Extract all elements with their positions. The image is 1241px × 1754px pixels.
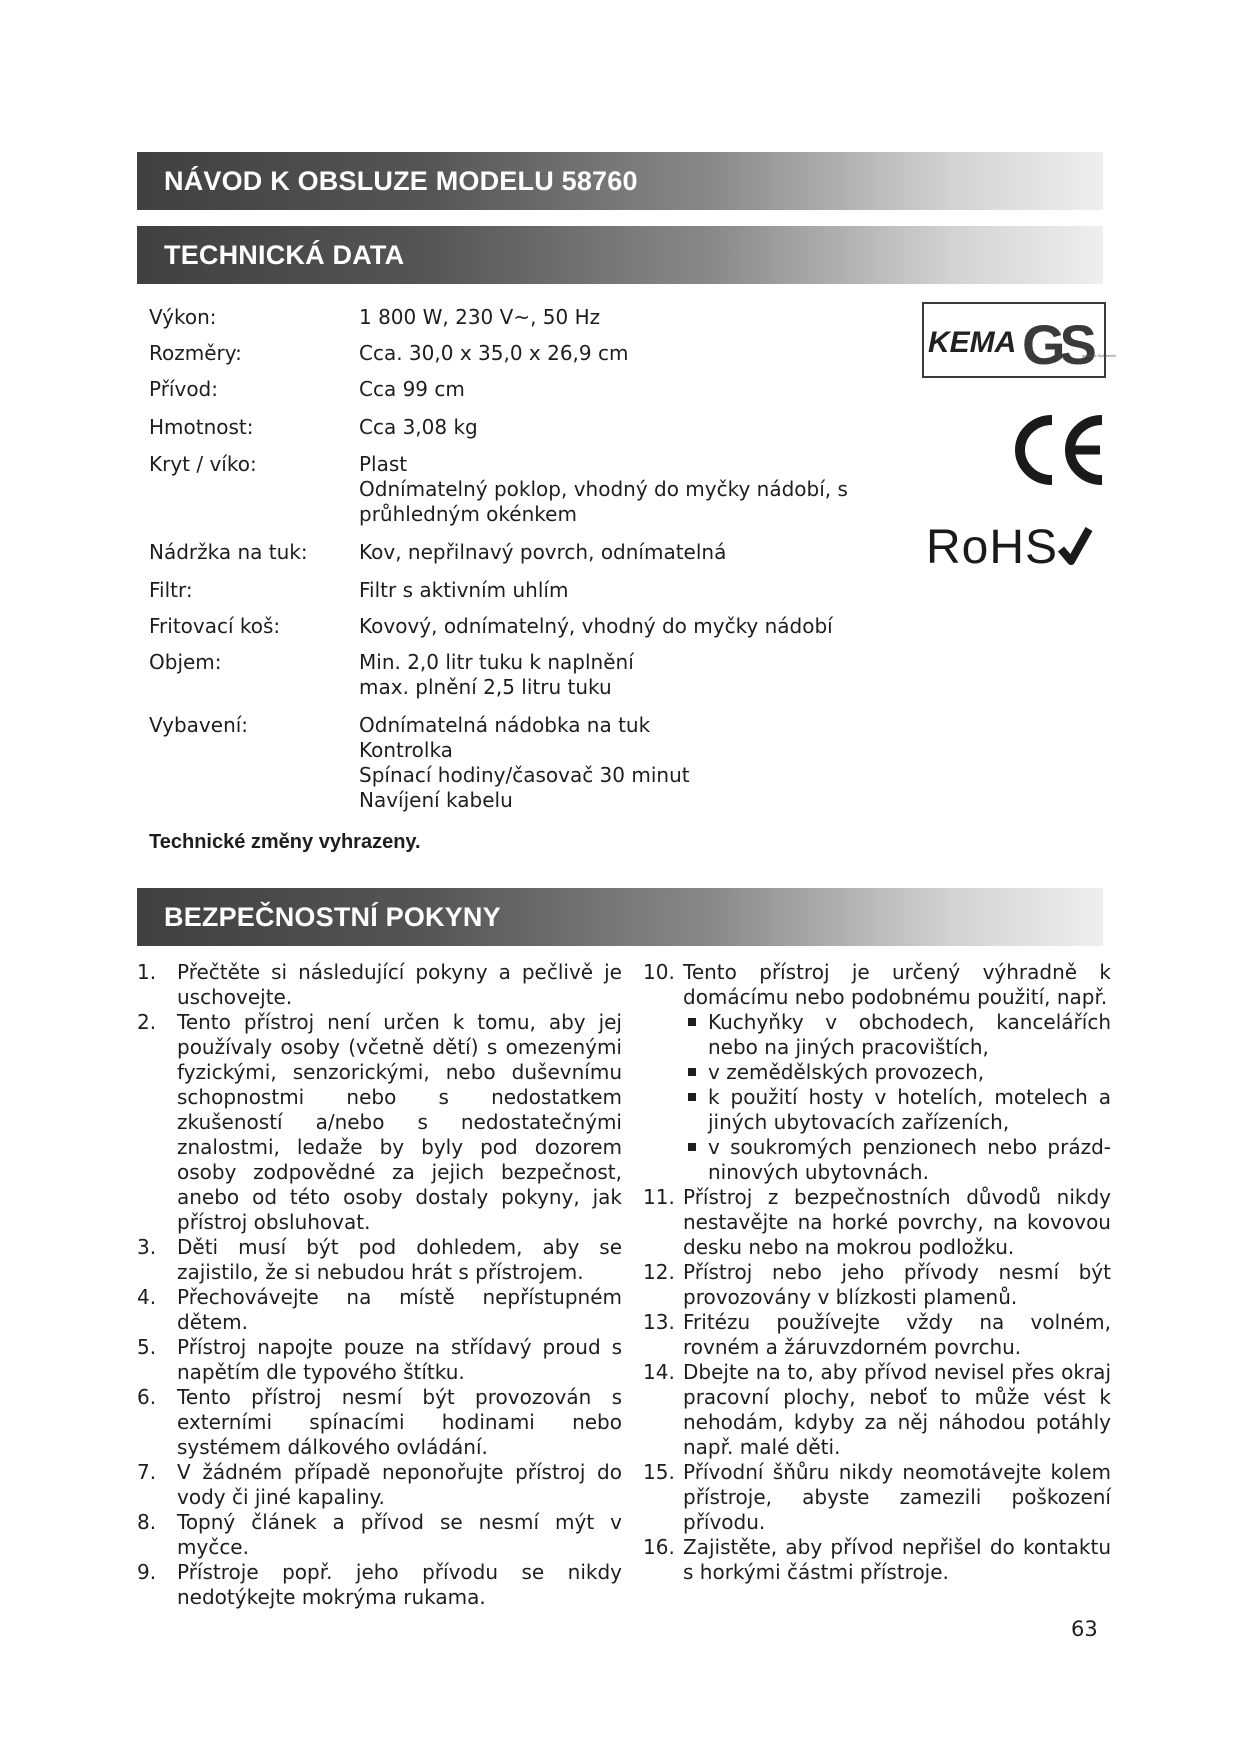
tech-label: Přívod: <box>149 377 218 401</box>
kema-gs-logo-icon <box>922 302 1116 378</box>
ce-mark-icon <box>1008 410 1108 490</box>
kema-text: KEMA <box>928 326 1017 359</box>
list-item: 16. Zajistěte, aby přívod nepřišel do kontaktu s horkými částmi přístroje. <box>643 1535 1111 1584</box>
tech-label: Filtr: <box>149 578 193 602</box>
list-item: 13. Fritézu používejte vždy na volném, rovném a žáruvzdorném povrchu. <box>643 1310 1111 1359</box>
tech-label: Hmotnost: <box>149 415 254 439</box>
list-item: 8. Topný článek a přívod se nesmí mýt v myčce. <box>137 1510 622 1559</box>
safety-header <box>137 888 1103 946</box>
tech-label: Objem: <box>149 650 222 674</box>
sub-item: v soukromých penzionech nebo prázd-ninových ubytovnách. <box>683 1135 1111 1185</box>
tech-label: Výkon: <box>149 305 217 329</box>
check-icon <box>1058 525 1092 567</box>
tech-value: Cca 3,08 kg <box>359 415 478 439</box>
list-item: 3. Děti musí být pod dohledem, aby se zajistilo, že si nebudou hrát s přístrojem. <box>137 1235 622 1284</box>
list-item: 2. Tento přístroj není určen k tomu, aby jej používaly osoby (včetně dětí) s omezenými fyzickými, senzorickými, nebo duševnímu schopnostmi nebo s nedostatkem zkušeností a/nebo s nedostatečnými znalostmi, ledaže by byly pod dozorem osoby zodpovědné za jejich bezpečnost, anebo od této osoby dostaly pokyny, jak přístroj obsluhovat. <box>137 1010 622 1234</box>
tech-changes-note: Technické změny vyhrazeny. <box>149 831 421 853</box>
tech-label: Rozměry: <box>149 341 242 365</box>
tech-label: Nádržka na tuk: <box>149 540 308 564</box>
tech-value: Cca 99 cm <box>359 377 465 401</box>
tech-label: Kryt / víko: <box>149 452 257 476</box>
tech-data-title: TECHNICKÁ DATA <box>164 240 405 270</box>
list-item: 11. Přístroj z bezpečnostních důvodů nikdy nestavějte na horké povrchy, na kovovou desku nebo na mokrou podložku. <box>643 1185 1111 1259</box>
list-item: 14. Dbejte na to, aby přívod nevisel přes okraj pracovní plochy, neboť to může vést k nehodám, kdyby za něj náhodou potáhly např. malé děti. <box>643 1360 1111 1459</box>
list-item: 6. Tento přístroj nesmí být provozován s externími spínacími hodinami nebo systémem dálkového ovládání. <box>137 1385 622 1459</box>
tech-value: Odnímatelná nádobka na tuk Kontrolka Spínací hodiny/časovač 30 minut Navíjení kabelu <box>359 713 690 812</box>
list-item: 9. Přístroje popř. jeho přívodu se nikdy nedotýkejte mokrýma rukama. <box>137 1560 622 1609</box>
bullet-icon <box>688 1018 696 1026</box>
tech-value: Kov, nepřilnavý povrch, odnímatelná <box>359 540 727 564</box>
tech-data-header <box>137 226 1103 284</box>
tech-value: Filtr s aktivním uhlím <box>359 578 569 602</box>
list-item: 10. Tento přístroj je určený výhradně k domácímu nebo podobnému použití, např. Kuchyňky v obchodech, kancelářích nebo na jiných pracovištích, v zemědělských provozech, k použití hosty v hotelích, motelech a jiných ubytovacích zařízeních, v soukromých penzionech nebo prázd-ninových ubytovnách. <box>643 960 1111 1184</box>
list-item: 7. V žádném případě neponořujte přístroj do vody či jiné kapaliny. <box>137 1460 622 1509</box>
list-item: 4. Přechovávejte na místě nepřístupném dětem. <box>137 1285 622 1334</box>
gs-small-text: geprüfte Sicherheit <box>1082 353 1116 358</box>
tech-value: Kovový, odnímatelný, vhodný do myčky nádobí <box>359 614 833 638</box>
ce-text: CE <box>1008 410 1010 411</box>
rohs-text: RoHS <box>926 521 1059 574</box>
safety-list-right <box>643 960 1111 1585</box>
list-item: 12. Přístroj nebo jeho přívody nesmí být provozovány v blízkosti plamenů. <box>643 1260 1111 1309</box>
tech-label: Vybavení: <box>149 713 249 737</box>
tech-label: Fritovací koš: <box>149 614 281 638</box>
list-item: 1. Přečtěte si následující pokyny a pečlivě je uschovejte. <box>137 960 622 1009</box>
safety-title: BEZPEČNOSTNÍ POKYNY <box>164 902 501 932</box>
gs-text: GS <box>1022 313 1091 376</box>
sub-item: Kuchyňky v obchodech, kancelářích nebo na jiných pracovištích, <box>683 1010 1111 1060</box>
sub-item: k použití hosty v hotelích, motelech a jiných ubytovacích zařízeních, <box>683 1085 1111 1135</box>
sub-item: v zemědělských provozech, <box>683 1060 1111 1085</box>
rohs-logo <box>926 520 1092 575</box>
page-number: 63 <box>1071 1617 1098 1641</box>
list-item: 15. Přívodní šňůru nikdy neomotávejte kolem přístroje, abyste zamezili poškození přívodu. <box>643 1460 1111 1534</box>
tech-value: Plast Odnímatelný poklop, vhodný do myčky nádobí, s průhledným okénkem <box>359 452 848 526</box>
tech-value: 1 800 W, 230 V~, 50 Hz <box>359 305 601 329</box>
tech-value: Cca. 30,0 x 35,0 x 26,9 cm <box>359 341 629 365</box>
bullet-icon <box>688 1143 696 1151</box>
tech-value: Min. 2,0 litr tuku k naplnění max. plnění 2,5 litru tuku <box>359 650 634 699</box>
safety-list-left <box>137 960 622 1610</box>
manual-title-bar <box>137 152 1103 210</box>
manual-title: NÁVOD K OBSLUZE MODELU 58760 <box>164 166 638 196</box>
bullet-icon <box>688 1068 696 1076</box>
usage-sublist <box>683 1010 1111 1185</box>
list-item: 5. Přístroj napojte pouze na střídavý proud s napětím dle typového štítku. <box>137 1335 622 1384</box>
bullet-icon <box>688 1093 696 1101</box>
